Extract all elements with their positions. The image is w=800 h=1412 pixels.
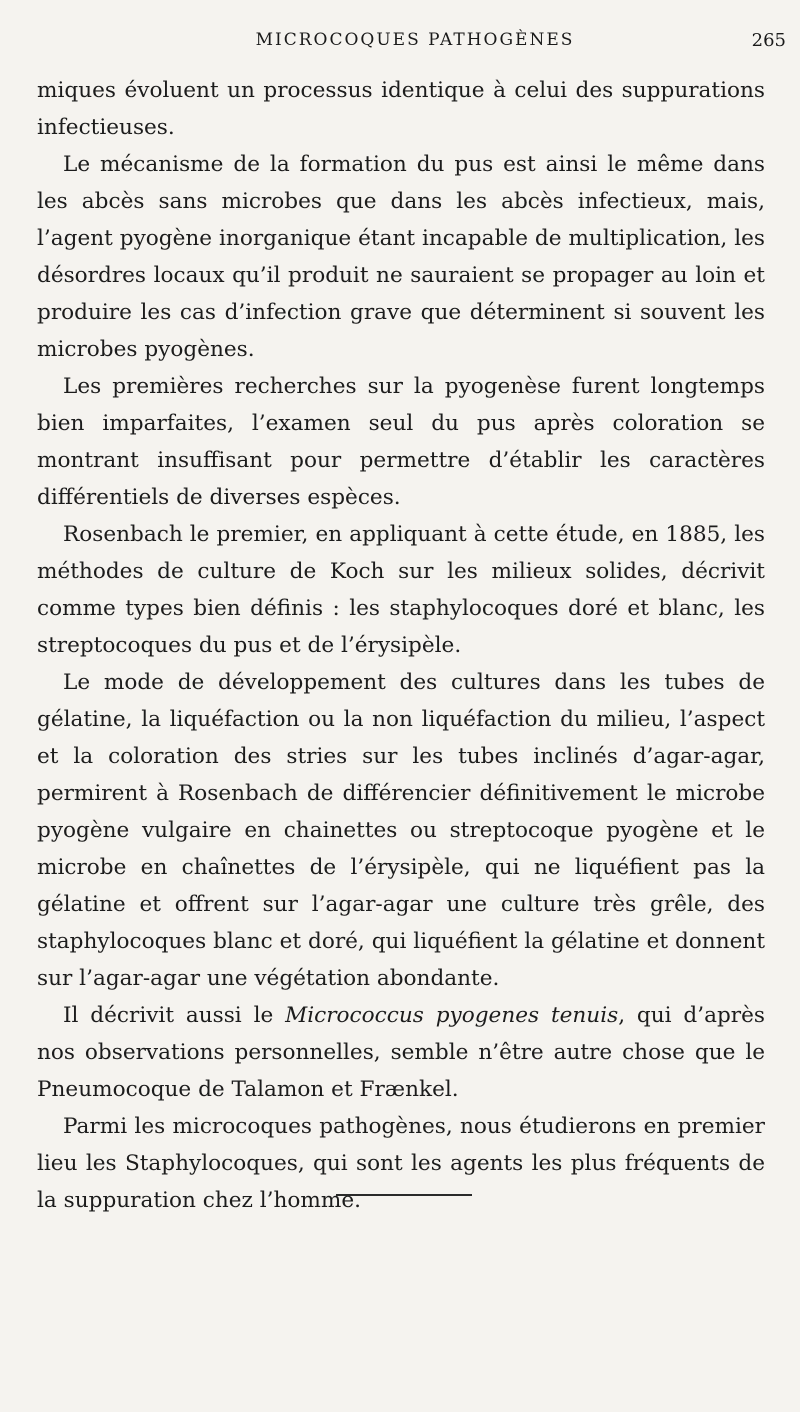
paragraph-early-research: Les premières recherches sur la pyogenèse furent longtemps bien imparfaites, l’examen seul du pus après coloration se montrant insuffisant pour permettre d’établir les caractères différentiels de diverses espèces. bbox=[37, 374, 765, 510]
running-title: MICROCOQUES PATHOGÈNES bbox=[255, 30, 575, 50]
species-name-italic: Micrococcus pyogenes tenuis bbox=[285, 1003, 619, 1028]
paragraph-staphylocoques-intro: Parmi les microcoques pathogènes, nous étudierons en premier lieu les Staphylocoques, qui sont les agents les plus fréquents de la suppuration chez l’homme. bbox=[37, 1114, 765, 1213]
paragraph-pus-mechanism: Le mécanisme de la formation du pus est ainsi le même dans les abcès sans microbes que dans les abcès infectieux, mais, l’agent pyogène inorganique étant incapable de multiplication, les désordres locaux qu’il produit ne sauraient se propager au loin et produire les cas d’infection grave que déterminent si souvent les microbes pyogènes. bbox=[37, 152, 765, 362]
paragraph-text-after: , qui d’après nos observations personnelles, semble n’être autre chose que le Pneumocoque de Talamon et Frænkel. bbox=[37, 1003, 765, 1102]
page-header bbox=[40, 30, 790, 58]
section-end-rule bbox=[336, 1194, 472, 1196]
paragraph-text-before: Il décrivit aussi le bbox=[63, 1003, 286, 1028]
paragraph-continuation: miques évoluent un processus identique à celui des suppurations infectieuses. bbox=[37, 78, 765, 140]
paragraph-rosenbach-cultures: Rosenbach le premier, en appliquant à cette étude, en 1885, les méthodes de culture de Koch sur les milieux solides, décrivit comme types bien définis : les staphylocoques doré et blanc, les streptocoques du pus et de l’érysipèle. bbox=[37, 522, 765, 658]
body-text bbox=[37, 72, 765, 1219]
paragraph-micrococcus-tenuis bbox=[37, 997, 765, 1108]
page-number: 265 bbox=[751, 30, 786, 51]
paragraph-development-mode: Le mode de développement des cultures dans les tubes de gélatine, la liquéfaction ou la non liquéfaction du milieu, l’aspect et la coloration des stries sur les tubes inclinés d’agar-agar, permirent à Rosenbach de différencier définitivement le microbe pyogène vulgaire en chainettes ou streptocoque pyogène et le microbe en chaînettes de l’érysipèle, qui ne liquéfient pas la gélatine et offrent sur l’agar-agar une culture très grêle, des staphylocoques blanc et doré, qui liquéfient la gélatine et donnent sur l’agar-agar une végétation abondante. bbox=[37, 670, 765, 991]
